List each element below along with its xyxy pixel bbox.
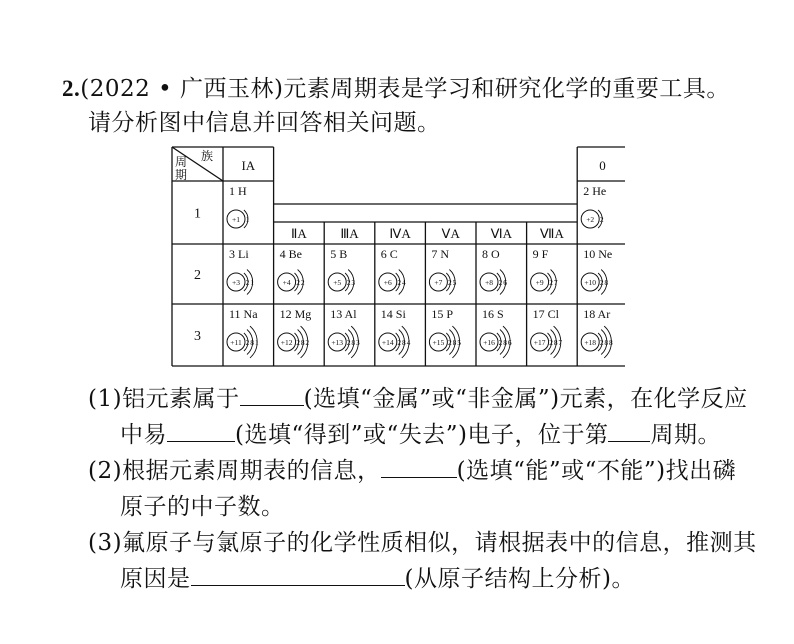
element-label: 17 Cl <box>532 307 559 321</box>
element-na <box>227 307 259 358</box>
element-label: 9 F <box>532 247 549 261</box>
shell-electron-count: 5 <box>457 338 461 347</box>
shell-electron-count: 2 <box>549 278 553 287</box>
shell-electron-count: 2 <box>599 278 604 287</box>
shell-electron-count: 6 <box>503 278 507 287</box>
shell-electron-count: 2 <box>397 338 402 347</box>
shell-electron-count: 1 <box>254 338 259 347</box>
element-label: 6 C <box>380 247 398 261</box>
sub-question-1-line-2 <box>120 416 721 449</box>
element-p <box>429 307 461 358</box>
shell-electron-count: 8 <box>604 278 609 287</box>
nucleus-charge: +12 <box>280 338 293 347</box>
group-header-IA: IA <box>241 158 256 173</box>
nucleus-charge: +16 <box>483 338 495 347</box>
shell-electron-count: 2 <box>346 338 351 347</box>
shell-electron-count: 2 <box>245 278 250 287</box>
sub3-text-b: 原因是 <box>120 566 191 592</box>
nucleus-charge: +17 <box>533 338 546 347</box>
sub1-text-c: 中易 <box>120 422 167 448</box>
element-o <box>480 247 507 295</box>
element-al <box>328 307 360 358</box>
nucleus-charge: +3 <box>232 278 240 287</box>
table-cells <box>175 149 613 358</box>
element-label: 18 Ar <box>583 307 611 321</box>
group-header: ⅣA <box>389 226 411 241</box>
element-ne <box>581 247 612 295</box>
element-label: 13 Al <box>330 307 357 321</box>
group-header: ⅢA <box>340 226 359 241</box>
element-n <box>429 247 456 295</box>
element-si <box>379 307 411 358</box>
group-header: ⅤA <box>441 226 460 241</box>
element-cl <box>531 307 563 358</box>
question-stem-2: 请分析图中信息并回答相关问题。 <box>88 110 441 136</box>
answer-blank-3[interactable] <box>608 421 650 442</box>
nucleus-charge: +6 <box>383 278 392 287</box>
question-line-1 <box>62 70 730 103</box>
corner-period-label: 周 <box>175 155 188 169</box>
group-header: ⅥA <box>490 226 512 241</box>
period-label: 1 <box>194 206 201 222</box>
nucleus-charge: +9 <box>535 278 544 287</box>
element-label: 1 H <box>229 184 247 198</box>
shell-electron-count: 8 <box>503 338 507 347</box>
shell-electron-count: 2 <box>448 338 452 347</box>
element-label: 3 Li <box>229 247 249 261</box>
element-label: 14 Si <box>380 307 406 321</box>
answer-blank-2[interactable] <box>167 421 235 442</box>
nucleus-charge: +5 <box>333 278 342 287</box>
group-header-0: 0 <box>599 158 606 173</box>
element-label: 16 S <box>482 307 504 321</box>
sub-question-2-line-2 <box>120 488 285 521</box>
question-line-2 <box>88 104 441 137</box>
element-ar <box>581 307 613 358</box>
element-c <box>379 247 406 295</box>
shell-electron-count: 2 <box>305 338 310 347</box>
shell-electron-count: 2 <box>599 215 604 224</box>
element-label: 10 Ne <box>583 247 613 261</box>
sub2-text-c: 原子的中子数。 <box>120 494 285 520</box>
shell-electron-count: 8 <box>452 338 457 347</box>
element-label: 12 Mg <box>279 307 312 321</box>
sub3-text-c: (从原子结构上分析)。 <box>404 566 635 592</box>
sub1-text-e: 周期。 <box>650 422 721 448</box>
shell-electron-count: 3 <box>351 278 356 287</box>
sub1-text-d: (选填“得到”或“失去”)电子，位于第 <box>235 422 609 448</box>
shell-electron-count: 8 <box>300 338 305 347</box>
shell-electron-count: 2 <box>498 338 503 347</box>
shell-electron-count: 2 <box>346 278 351 287</box>
nucleus-charge: +1 <box>232 215 240 224</box>
sub2-text-a: (2)根据元素周期表的信息， <box>88 458 381 484</box>
group-header: ⅡA <box>291 226 307 241</box>
answer-blank-4[interactable] <box>381 457 457 478</box>
shell-electron-count: 2 <box>296 278 300 287</box>
shell-electron-count: 2 <box>498 278 503 287</box>
shell-electron-count: 2 <box>599 338 604 347</box>
shell-electron-count: 2 <box>300 278 305 287</box>
shell-electron-count: 8 <box>402 338 406 347</box>
nucleus-charge: +14 <box>381 338 394 347</box>
element-label: 7 N <box>431 247 450 261</box>
element-li <box>227 247 254 295</box>
sub-question-3-line-1 <box>88 524 757 557</box>
element-label: 8 O <box>482 247 500 261</box>
nucleus-charge: +7 <box>434 278 443 287</box>
shell-electron-count: 8 <box>609 338 613 347</box>
nucleus-charge: +13 <box>331 338 344 347</box>
question-number: 2. <box>62 76 81 101</box>
period-label: 3 <box>194 329 201 344</box>
shell-electron-count: 5 <box>452 278 457 287</box>
shell-electron-count: 2 <box>397 278 402 287</box>
element-b <box>328 247 355 295</box>
sub3-text-a: (3)氟原子与氯原子的化学性质相似，请根据表中的信息，推测其 <box>88 530 757 556</box>
shell-electron-count: 2 <box>549 338 553 347</box>
shell-electron-count: 1 <box>250 278 254 287</box>
nucleus-charge: +15 <box>432 338 445 347</box>
corner-period-label: 期 <box>175 168 188 182</box>
sub-question-1-line-1 <box>88 380 748 413</box>
corner-group-label: 族 <box>200 149 213 163</box>
nucleus-charge: +11 <box>230 338 242 347</box>
element-s <box>480 307 512 358</box>
shell-electron-count: 1 <box>245 215 250 224</box>
shell-electron-count: 2 <box>296 338 300 347</box>
nucleus-charge: +8 <box>485 278 493 287</box>
shell-electron-count: 8 <box>351 338 356 347</box>
answer-blank-5[interactable] <box>191 565 405 586</box>
period-label: 2 <box>194 268 201 283</box>
shell-electron-count: 7 <box>558 338 563 347</box>
group-header: ⅦA <box>539 226 564 241</box>
nucleus-charge: +18 <box>584 338 597 347</box>
shell-electron-count: 8 <box>604 338 609 347</box>
element-label: 5 B <box>330 247 348 261</box>
nucleus-charge: +10 <box>584 278 597 287</box>
element-h <box>227 184 250 228</box>
element-he <box>581 184 606 228</box>
question-stem-1: 元素周期表是学习和研究化学的重要工具。 <box>283 76 730 102</box>
nucleus-charge: +2 <box>586 215 595 224</box>
sub1-text-b: (选填“金属”或“非金属”)元素，在化学反应 <box>303 386 748 412</box>
sub1-text-a: (1)铝元素属于 <box>88 386 240 412</box>
shell-electron-count: 8 <box>250 338 254 347</box>
shell-electron-count: 2 <box>448 278 452 287</box>
element-label: 2 He <box>583 184 607 198</box>
shell-electron-count: 8 <box>553 338 558 347</box>
sub-question-2-line-1 <box>88 452 736 485</box>
periodic-table <box>171 146 625 368</box>
shell-electron-count: 6 <box>507 338 512 347</box>
shell-electron-count: 4 <box>402 278 406 287</box>
answer-blank-1[interactable] <box>240 385 304 406</box>
element-be <box>278 247 305 295</box>
element-label: 4 Be <box>279 247 302 261</box>
sub2-text-b: (选填“能”或“不能”)找出磷 <box>456 458 737 484</box>
element-label: 11 Na <box>229 307 258 321</box>
element-mg <box>278 307 312 358</box>
sub-question-3-line-2 <box>120 560 635 593</box>
question-source: (2022 • 广西玉林) <box>80 76 284 102</box>
element-f <box>531 247 558 295</box>
shell-electron-count: 4 <box>406 338 411 347</box>
nucleus-charge: +4 <box>282 278 291 287</box>
shell-electron-count: 7 <box>553 278 558 287</box>
element-label: 15 P <box>431 307 454 321</box>
shell-electron-count: 2 <box>245 338 250 347</box>
shell-electron-count: 3 <box>356 338 360 347</box>
